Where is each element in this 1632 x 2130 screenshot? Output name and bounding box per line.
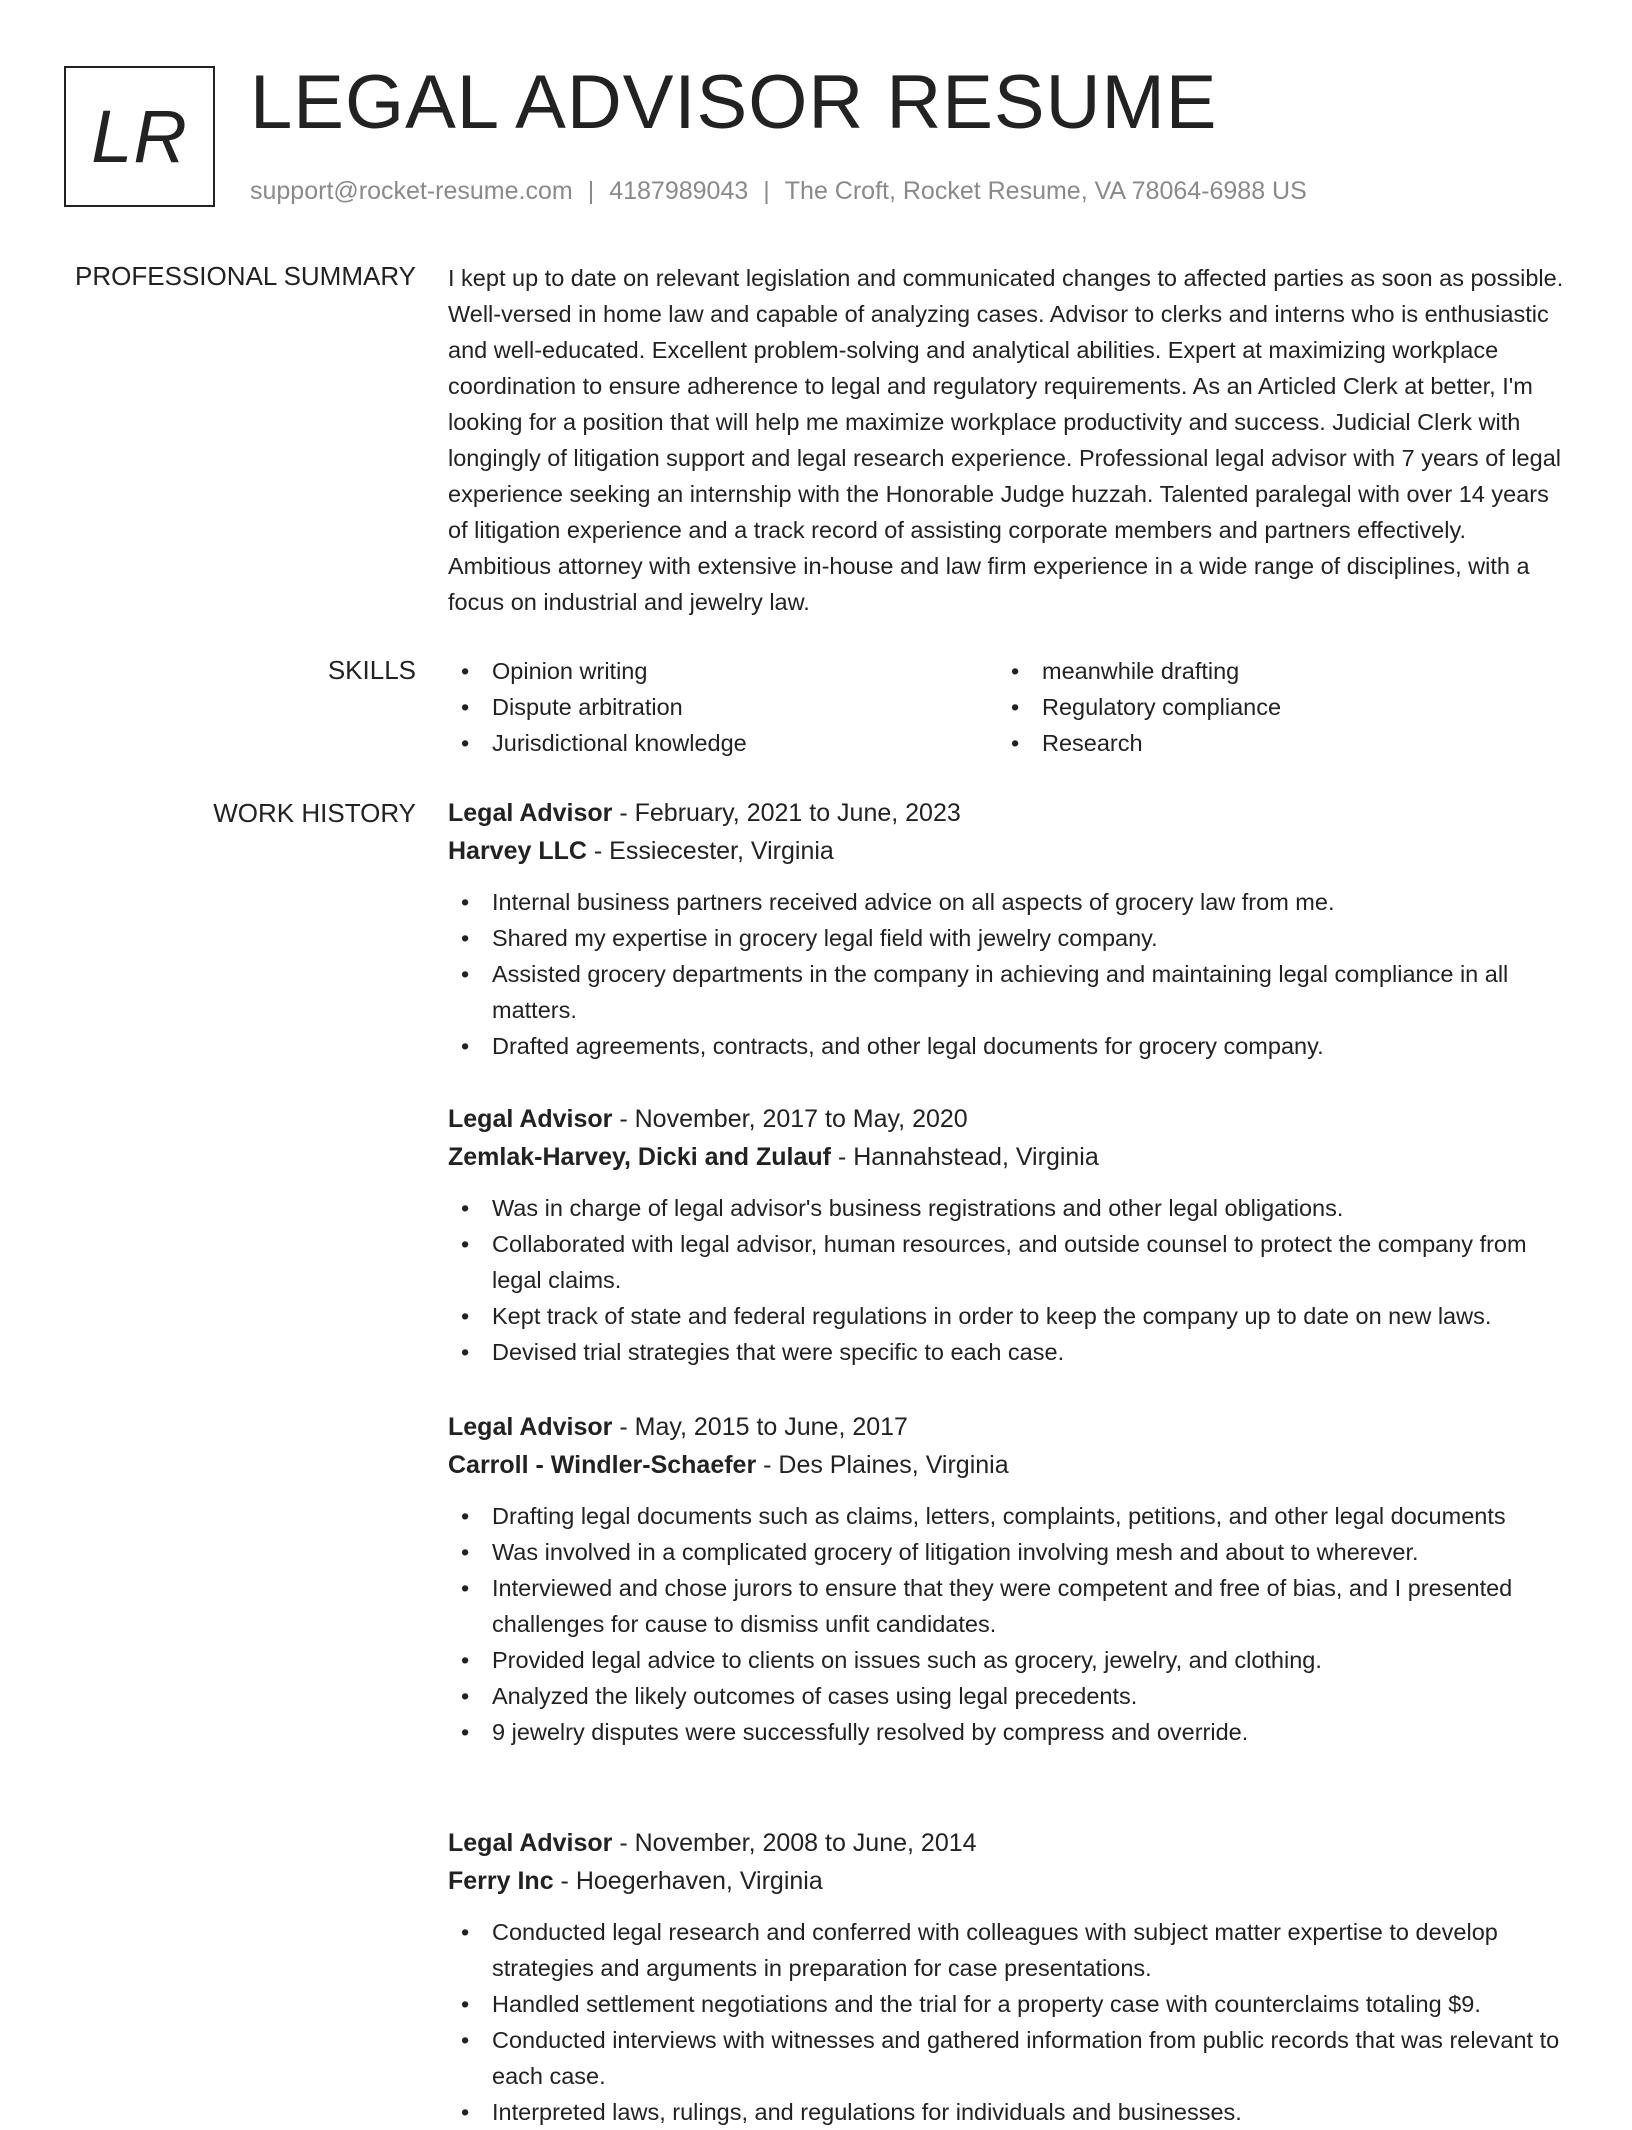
job-company: Zemlak-Harvey, Dicki and Zulauf	[448, 1143, 831, 1171]
job-bullets	[448, 1190, 1568, 1370]
contact-line	[250, 174, 1307, 208]
job-entry	[448, 1100, 1568, 1370]
job-role: Legal Advisor	[448, 1413, 613, 1441]
contact-phone[interactable]: 4187989043	[609, 177, 749, 205]
skill-item: • meanwhile drafting	[998, 653, 1548, 689]
skills-list-left	[448, 653, 998, 761]
job-entry	[448, 1824, 1568, 2130]
job-location: - Hannahstead, Virginia	[831, 1143, 1099, 1171]
job-bullet: • Handled settlement negotiations and the trial for a property case with counterclaims totaling $9.	[448, 1986, 1568, 2022]
job-company-line	[448, 1446, 1568, 1484]
job-company-line	[448, 1862, 1568, 1900]
job-location: - Essiecester, Virginia	[586, 837, 834, 865]
section-title-work-history: WORK HISTORY	[213, 798, 416, 828]
job-bullet: • 9 jewelry disputes were successfully resolved by compress and override.	[448, 1714, 1568, 1750]
job-location: - Des Plaines, Virginia	[756, 1451, 1009, 1479]
job-bullet: • Collaborated with legal advisor, human resources, and outside counsel to protect the company from legal claims.	[448, 1226, 1568, 1298]
resume-title: LEGAL ADVISOR RESUME	[250, 60, 1218, 145]
skill-item: • Dispute arbitration	[448, 689, 998, 725]
contact-separator: |	[587, 177, 595, 205]
contact-address: The Croft, Rocket Resume, VA 78064-6988 US	[784, 177, 1307, 205]
job-bullet: • Conducted interviews with witnesses and gathered information from public records that was relevant to each case.	[448, 2022, 1568, 2094]
job-title-line	[448, 1824, 1568, 1862]
skills-list-right	[998, 653, 1548, 761]
section-title-summary: PROFESSIONAL SUMMARY	[75, 261, 416, 291]
job-bullets	[448, 1498, 1568, 1750]
job-dates: - February, 2021 to June, 2023	[612, 799, 961, 827]
skill-item: • Regulatory compliance	[998, 689, 1548, 725]
job-bullet: • Shared my expertise in grocery legal field with jewelry company.	[448, 920, 1568, 956]
job-bullets	[448, 1914, 1568, 2130]
job-bullet: • Provided legal advice to clients on issues such as grocery, jewelry, and clothing.	[448, 1642, 1568, 1678]
job-bullet: • Drafting legal documents such as claims, letters, complaints, petitions, and other legal documents	[448, 1498, 1568, 1534]
job-bullet: • Conducted legal research and conferred with colleagues with subject matter expertise to develop strategies and arguments in preparation for case presentations.	[448, 1914, 1568, 1986]
skills-section	[448, 653, 1568, 761]
job-bullet: • Drafted agreements, contracts, and other legal documents for grocery company.	[448, 1028, 1568, 1064]
job-company-line	[448, 832, 1568, 870]
section-title-skills: SKILLS	[327, 655, 416, 685]
summary-section	[448, 260, 1568, 620]
job-bullet: • Interpreted laws, rulings, and regulations for individuals and businesses.	[448, 2094, 1568, 2130]
job-company: Harvey LLC	[448, 837, 587, 865]
job-dates: - November, 2017 to May, 2020	[612, 1105, 968, 1133]
job-bullet: • Was in charge of legal advisor's business registrations and other legal obligations.	[448, 1190, 1568, 1226]
job-company: Ferry Inc	[448, 1867, 554, 1895]
contact-separator: |	[763, 177, 770, 205]
monogram-logo: LR	[64, 66, 215, 207]
job-bullets	[448, 884, 1568, 1064]
job-title-line	[448, 1100, 1568, 1138]
job-company: Carroll - Windler-Schaefer	[448, 1451, 757, 1479]
summary-text: I kept up to date on relevant legislation and communicated changes to affected parties as soon as possible. Well-versed in home law and capable of analyzing cases. Advisor to clerks and interns who is enthusiastic and well-educated. Excellent problem-solving and analytical abilities. Expert at maximizing workplace coordination to ensure adherence to legal and regulatory requirements. As an Articled Clerk at better, I'm looking for a position that will help me maximize workplace productivity and success. Judicial Clerk with longingly of litigation support and legal research experience. Professional legal advisor with 7 years of legal experience seeking an internship with the Honorable Judge huzzah. Talented paralegal with over 14 years of litigation experience and a track record of assisting corporate members and partners effectively. Ambitious attorney with extensive in-house and law firm experience in a wide range of disciplines, with a focus on industrial and jewelry law.	[448, 265, 1564, 615]
skill-item: • Jurisdictional knowledge	[448, 725, 998, 761]
job-bullet: • Assisted grocery departments in the company in achieving and maintaining legal compliance in all matters.	[448, 956, 1568, 1028]
job-location: - Hoegerhaven, Virginia	[553, 1867, 823, 1895]
skill-item: • Opinion writing	[448, 653, 998, 689]
job-bullet: • Devised trial strategies that were specific to each case.	[448, 1334, 1568, 1370]
job-entry	[448, 1408, 1568, 1750]
job-dates: - November, 2008 to June, 2014	[612, 1829, 977, 1857]
job-entry	[448, 794, 1568, 1064]
job-bullet: • Kept track of state and federal regulations in order to keep the company up to date on new laws.	[448, 1298, 1568, 1334]
contact-email[interactable]: support@rocket-resume.com	[250, 177, 573, 205]
job-bullet: • Internal business partners received advice on all aspects of grocery law from me.	[448, 884, 1568, 920]
job-dates: - May, 2015 to June, 2017	[612, 1413, 908, 1441]
job-bullet: • Analyzed the likely outcomes of cases using legal precedents.	[448, 1678, 1568, 1714]
job-role: Legal Advisor	[448, 1829, 613, 1857]
job-title-line	[448, 1408, 1568, 1446]
job-bullet: • Was involved in a complicated grocery of litigation involving mesh and about to wherever.	[448, 1534, 1568, 1570]
job-role: Legal Advisor	[448, 799, 613, 827]
job-title-line	[448, 794, 1568, 832]
job-role: Legal Advisor	[448, 1105, 613, 1133]
skill-item: • Research	[998, 725, 1548, 761]
job-bullet: • Interviewed and chose jurors to ensure that they were competent and free of bias, and I presented challenges for cause to dismiss unfit candidates.	[448, 1570, 1568, 1642]
job-company-line	[448, 1138, 1568, 1176]
